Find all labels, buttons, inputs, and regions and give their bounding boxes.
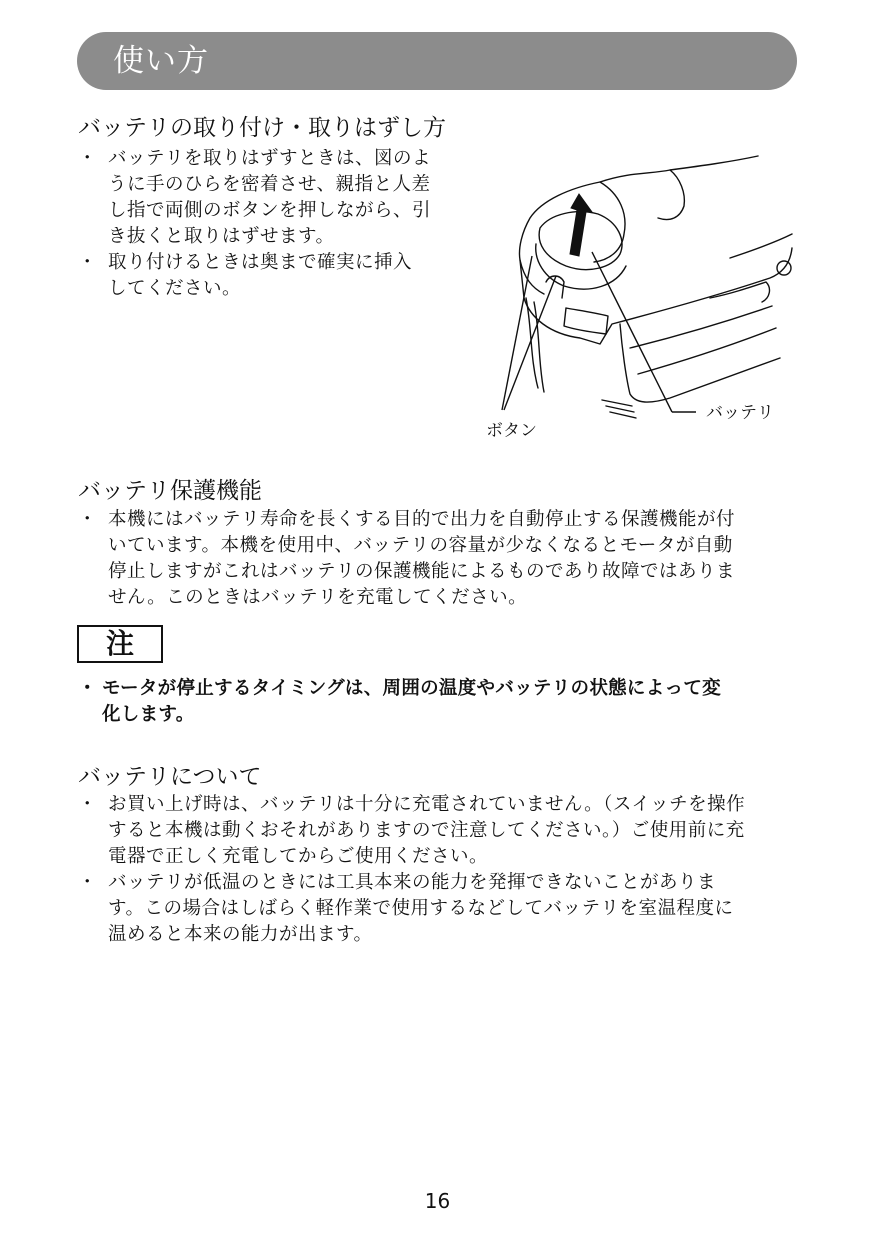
bullet-mark: ・ [78, 678, 97, 699]
line: お買い上げ時は、バッテリは十分に充電されていません。（スイッチを操作 [108, 794, 746, 815]
line: 本機にはバッテリ寿命を長くする目的で出力を自動停止する保護機能が付 [108, 509, 736, 530]
figure-label-buttons: ボタン [486, 421, 537, 441]
tool-grip [710, 282, 769, 302]
line: 化します。 [102, 704, 195, 725]
line: 停止しますがこれはバッテリの保護機能によるものであり故障ではありま [108, 561, 736, 582]
palm-outline [594, 182, 625, 262]
line: き抜くと取りはずせます。 [108, 226, 335, 247]
line: 取り付けるときは奥まで確実に挿入 [108, 252, 413, 273]
bullet-mark: ・ [78, 252, 98, 273]
tool-edge [730, 234, 792, 258]
list-item [78, 507, 798, 611]
line: してください。 [108, 278, 242, 299]
list-item [78, 146, 468, 250]
pull-up-arrow [570, 194, 592, 256]
list-item [78, 870, 798, 948]
thumb-outline [658, 170, 684, 220]
line: うに手のひらを密着させ、親指と人差 [108, 174, 431, 195]
notice-list [78, 676, 798, 728]
line: 温めると本来の能力が出ます。 [108, 924, 373, 945]
figure-label-battery: バッテリ [706, 403, 774, 423]
line: し指で両側のボタンを押しながら、引 [108, 200, 432, 221]
install-list [78, 146, 468, 302]
about-list [78, 792, 798, 948]
tool-groove [630, 306, 772, 348]
bullet-mark: ・ [78, 148, 98, 169]
section-header-bar [77, 32, 797, 90]
line: せん。このときはバッテリを充電してください。 [108, 587, 528, 608]
notice-label-box [77, 625, 163, 663]
leader-line-battery [592, 252, 672, 412]
line: バッテリを取りはずすときは、図のよ [108, 148, 432, 169]
about-heading: バッテリについて [78, 764, 262, 790]
line: すると本機は動くおそれがありますので注意してください。）ご使用前に充 [108, 820, 745, 841]
bullet-mark: ・ [78, 794, 98, 815]
line: モータが停止するタイミングは、周囲の温度やバッテリの状態によって変 [102, 678, 721, 699]
vent-line [602, 400, 632, 406]
battery-rim [536, 244, 626, 289]
battery-side [564, 308, 608, 334]
leader-line-button [504, 276, 556, 410]
bullet-mark: ・ [78, 872, 98, 893]
section-title: 使い方 [113, 43, 209, 79]
line: バッテリが低温のときには工具本来の能力を発揮できないことがありま [108, 872, 717, 893]
notice-label: 注 [105, 627, 134, 660]
list-item [78, 250, 468, 302]
battery-removal-illustration [480, 148, 800, 448]
line: 電器で正しく充電してからご使用ください。 [108, 846, 489, 867]
hand-outline [519, 156, 758, 294]
vent-line [610, 412, 636, 418]
page-number: 16 [424, 1189, 451, 1213]
line: す。この場合はしばらく軽作業で使用するなどしてバッテリを室温程度に [108, 898, 734, 919]
line: いています。本機を使用中、バッテリの容量が少なくなるとモータが自動 [108, 535, 733, 556]
list-item [78, 792, 798, 870]
list-item [78, 676, 798, 728]
install-heading: バッテリの取り付け・取りはずし方 [78, 115, 446, 141]
protection-list [78, 507, 798, 611]
vent-line [606, 406, 634, 412]
bullet-mark: ・ [78, 509, 98, 530]
leader-line-button [502, 256, 532, 410]
protection-heading: バッテリ保護機能 [78, 478, 262, 504]
tool-body [520, 248, 792, 344]
